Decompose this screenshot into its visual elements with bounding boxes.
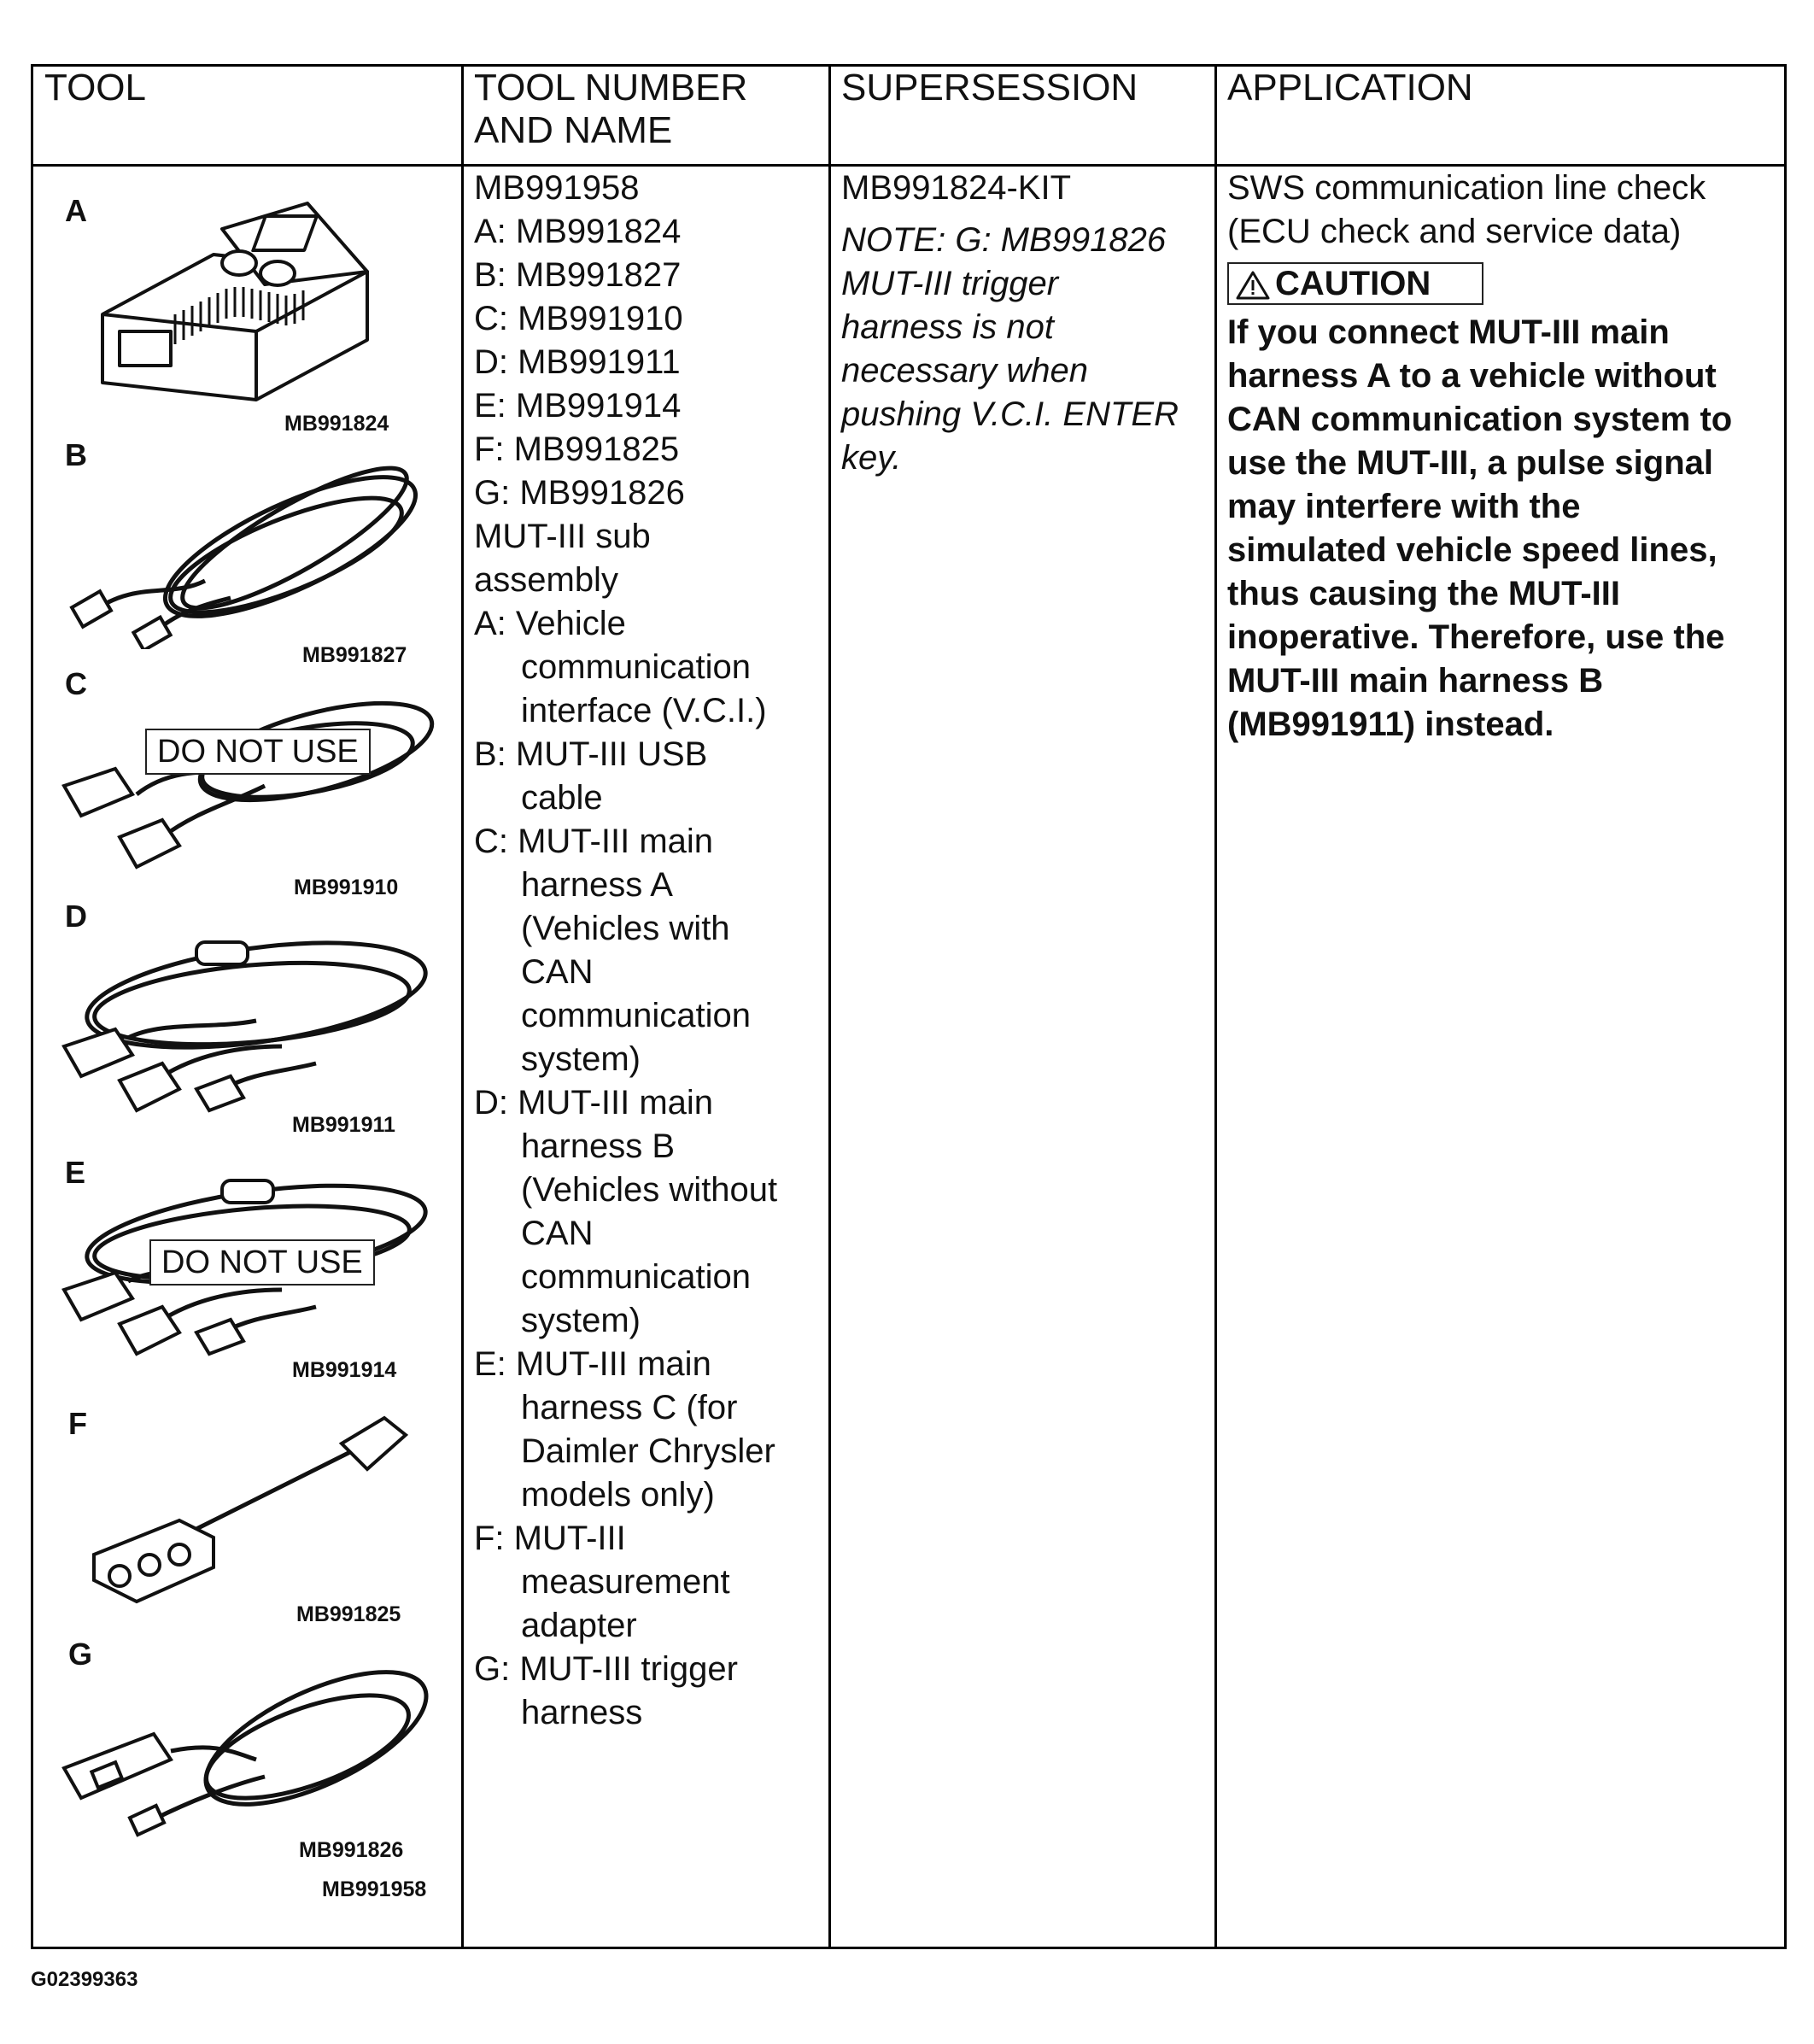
tool-number-line: harness B bbox=[521, 1127, 676, 1165]
tool-part-number: MB991911 bbox=[292, 1113, 395, 1137]
header-supersession: SUPERSESSION bbox=[841, 67, 1138, 108]
tool-number-line: CAN bbox=[521, 953, 594, 991]
tool-letter: B bbox=[65, 437, 87, 472]
tool-number-line: assembly bbox=[474, 561, 618, 599]
tool-number-line: communication bbox=[521, 997, 752, 1034]
supersession-note-line: necessary when bbox=[841, 352, 1089, 389]
tool-number-line: (Vehicles with bbox=[521, 910, 730, 947]
caution-text-line: inoperative. Therefore, use the bbox=[1227, 618, 1725, 656]
tool-number-line: MUT-III sub bbox=[474, 518, 651, 555]
tool-number-line: B: MB991827 bbox=[474, 256, 682, 294]
do-not-use-label: DO NOT USE bbox=[149, 1239, 375, 1286]
supersession-kit: MB991824-KIT bbox=[841, 169, 1072, 207]
application-line: (ECU check and service data) bbox=[1227, 213, 1682, 250]
supersession-note-line: key. bbox=[841, 439, 902, 477]
application-line: SWS communication line check bbox=[1227, 169, 1706, 207]
measurement-adapter-illustration bbox=[85, 1409, 427, 1606]
caution-text-line: harness A to a vehicle without bbox=[1227, 357, 1717, 395]
tool-letter: F bbox=[68, 1406, 87, 1441]
caution-label: CAUTION bbox=[1275, 265, 1431, 302]
caution-text-line: MUT-III main harness B bbox=[1227, 662, 1604, 700]
tool-number-line: system) bbox=[521, 1040, 641, 1078]
header-application: APPLICATION bbox=[1227, 67, 1473, 108]
tool-number-line: C: MB991910 bbox=[474, 300, 683, 337]
supersession-note-line: MUT-III trigger bbox=[841, 265, 1059, 302]
caution-text-line: CAN communication system to bbox=[1227, 401, 1733, 438]
tool-number-line: adapter bbox=[521, 1607, 637, 1644]
tool-number-line: C: MUT-III main bbox=[474, 823, 714, 860]
column-divider bbox=[828, 64, 831, 1949]
figure-code: G02399363 bbox=[31, 1968, 138, 1991]
vci-unit-illustration bbox=[94, 195, 376, 408]
tool-number-line: communication bbox=[521, 648, 752, 686]
warning-triangle-icon bbox=[1236, 271, 1270, 300]
do-not-use-label: DO NOT USE bbox=[145, 729, 371, 775]
tool-part-number: MB991910 bbox=[294, 876, 399, 899]
tool-number-line: harness bbox=[521, 1694, 643, 1731]
tool-number-line: MB991958 bbox=[474, 169, 640, 207]
caution-box bbox=[1227, 262, 1483, 305]
tool-number-line: Daimler Chrysler bbox=[521, 1432, 775, 1470]
tool-number-line: A: Vehicle bbox=[474, 605, 626, 642]
tool-number-line: E: MUT-III main bbox=[474, 1345, 711, 1383]
header-tool: TOOL bbox=[44, 67, 147, 108]
tool-number-line: G: MUT-III trigger bbox=[474, 1650, 738, 1688]
tool-number-line: CAN bbox=[521, 1215, 594, 1252]
supersession-note-line: harness is not bbox=[841, 308, 1055, 346]
column-divider bbox=[1214, 64, 1217, 1949]
tool-number-line: measurement bbox=[521, 1563, 730, 1601]
tool-number-line: interface (V.C.I.) bbox=[521, 692, 767, 729]
tool-number-line: D: MB991911 bbox=[474, 343, 681, 381]
tool-number-line: F: MB991825 bbox=[474, 430, 680, 468]
caution-text-line: simulated vehicle speed lines, bbox=[1227, 531, 1717, 569]
tool-letter: D bbox=[65, 899, 87, 934]
column-divider bbox=[461, 64, 464, 1949]
tool-part-number: MB991827 bbox=[302, 643, 407, 667]
tool-part-number: MB991825 bbox=[296, 1602, 401, 1626]
tool-number-line: cable bbox=[521, 779, 603, 817]
tool-number-line: G: MB991826 bbox=[474, 474, 685, 512]
caution-text-line: use the MUT-III, a pulse signal bbox=[1227, 444, 1714, 482]
trigger-harness-illustration bbox=[60, 1657, 444, 1845]
tool-letter: C bbox=[65, 666, 87, 701]
supersession-note-line: pushing V.C.I. ENTER bbox=[841, 395, 1179, 433]
harness-b-illustration bbox=[60, 918, 444, 1115]
caution-text-line: thus causing the MUT-III bbox=[1227, 575, 1621, 612]
tool-number-line: harness C (for bbox=[521, 1389, 738, 1426]
usb-cable-illustration bbox=[68, 453, 436, 649]
tool-number-line: A: MB991824 bbox=[474, 213, 682, 250]
caution-text-line: (MB991911) instead. bbox=[1227, 706, 1554, 743]
supersession-note-line: NOTE: G: MB991826 bbox=[841, 221, 1167, 259]
tool-number-line: D: MUT-III main bbox=[474, 1084, 714, 1122]
tool-number-line: F: MUT-III bbox=[474, 1520, 626, 1557]
tool-letter: E bbox=[65, 1155, 86, 1190]
tool-number-line: communication bbox=[521, 1258, 752, 1296]
harness-a-illustration bbox=[60, 683, 444, 880]
tool-number-line: system) bbox=[521, 1302, 641, 1339]
header-tool-number: TOOL NUMBER bbox=[474, 67, 748, 108]
caution-text-line: may interfere with the bbox=[1227, 488, 1581, 525]
tool-letter: A bbox=[65, 193, 87, 228]
tool-number-line: models only) bbox=[521, 1476, 715, 1514]
kit-part-number: MB991958 bbox=[322, 1877, 427, 1901]
tool-letter: G bbox=[68, 1637, 93, 1672]
tool-number-line: (Vehicles without bbox=[521, 1171, 778, 1209]
tool-part-number: MB991826 bbox=[299, 1838, 404, 1862]
tool-number-line: harness A bbox=[521, 866, 673, 904]
tool-number-line: B: MUT-III USB bbox=[474, 735, 708, 773]
header-tool-number-line2: AND NAME bbox=[474, 109, 673, 151]
tool-number-line: E: MB991914 bbox=[474, 387, 682, 425]
caution-text-line: If you connect MUT-III main bbox=[1227, 313, 1670, 351]
tool-part-number: MB991914 bbox=[292, 1358, 397, 1382]
tool-part-number: MB991824 bbox=[284, 412, 389, 436]
